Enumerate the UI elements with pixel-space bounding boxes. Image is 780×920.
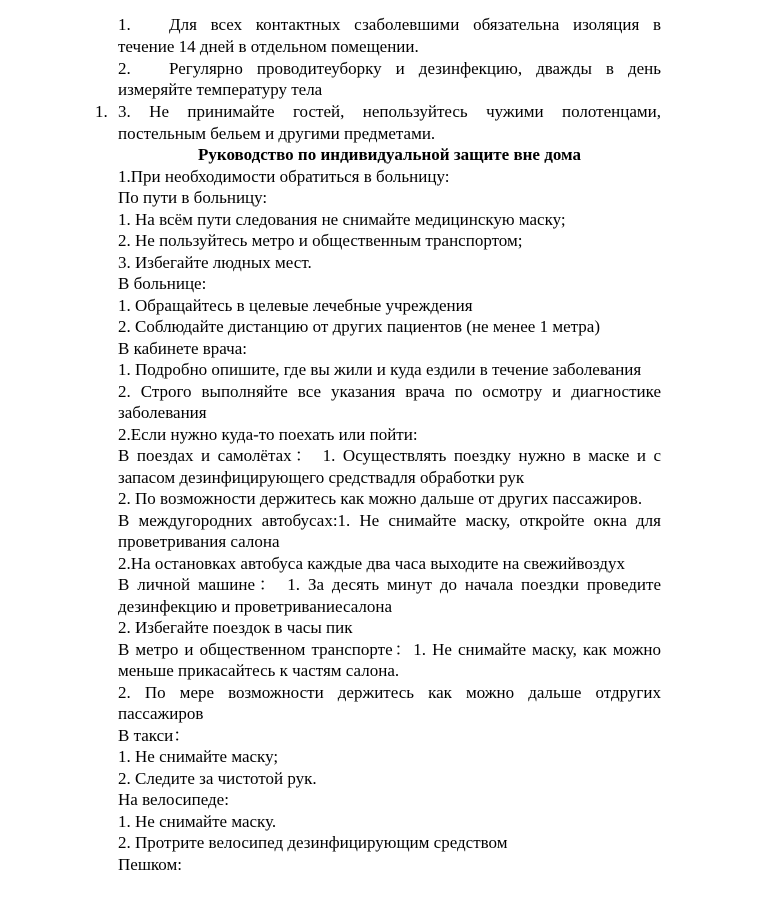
text-line: 2.На остановках автобуса каждые два часа выходите на свежийвоздух bbox=[118, 553, 625, 573]
text-line: В поездах и самолётах： 1. Осуществлять поездку нужно в маске и с запасом дезинфицирующего средствадля обработки рук bbox=[118, 446, 661, 487]
text-line: 2. По мере возможности держитесь как можно дальше отдругих пассажиров bbox=[118, 682, 661, 723]
section-heading: Руководство по индивидуальной защите вне дома bbox=[198, 145, 581, 164]
list-text: Для всех контактных сзаболевшими обязательна изоляция в течение 14 дней в отдельном помещении. bbox=[118, 15, 661, 56]
text-line: Пешком: bbox=[118, 854, 182, 874]
text-line: 2. Соблюдайте дистанцию от других пациентов (не менее 1 метра) bbox=[118, 317, 600, 336]
text-line: 1. На всём пути следования не снимайте медицинскую маску; bbox=[118, 209, 566, 229]
text-line: По пути в больницу: bbox=[118, 188, 268, 207]
list-item bbox=[118, 14, 661, 57]
text-line: В такси： bbox=[118, 725, 191, 745]
text-line: В метро и общественном транспорте：1. Не снимайте маску, как можно меньше прикасайтесь к частям салона. bbox=[118, 639, 661, 680]
list-number: 2. bbox=[118, 58, 131, 78]
text-line: 1.При необходимости обратиться в больницу: bbox=[118, 166, 450, 186]
text-line: В больнице: bbox=[118, 274, 207, 293]
text-line: 1. Подробно опишите, где вы жили и куда ездили в течение заболевания bbox=[118, 360, 642, 379]
list-text: 3. Не принимайте гостей, непользуйтесь чужими полотенцами, постельным бельем и другими предметами. bbox=[118, 102, 661, 143]
text-line: 2. Строго выполняйте все указания врача по осмотру и диагностике заболевания bbox=[118, 381, 661, 422]
list-number: 1. bbox=[95, 102, 108, 121]
text-line: 2. Избегайте поездок в часы пик bbox=[118, 618, 353, 637]
list-item bbox=[95, 101, 661, 144]
list-number: 1. bbox=[118, 15, 131, 34]
text-line: 2.Если нужно куда-то поехать или пойти: bbox=[118, 424, 418, 444]
text-line: На велосипеде: bbox=[118, 790, 229, 809]
text-line: В междугородних автобусах:1. Не снимайте маску, откройте окна для проветривания салона bbox=[118, 510, 661, 551]
text-line: 2. По возможности держитесь как можно дальше от других пассажиров. bbox=[118, 489, 643, 508]
text-line: 3. Избегайте людных мест. bbox=[118, 252, 312, 272]
text-line: В кабинете врача: bbox=[118, 338, 247, 358]
list-item bbox=[118, 58, 661, 101]
document-page bbox=[95, 14, 661, 875]
text-line: 2. Следите за чистотой рук. bbox=[118, 768, 317, 788]
text-line: 2. Протрите велосипед дезинфицирующим средством bbox=[118, 833, 508, 852]
text-line: В личной машине： 1. За десять минут до начала поездки проведите дезинфекцию и проветриваниесалона bbox=[118, 575, 661, 616]
text-line: 1. Обращайтесь в целевые лечебные учреждения bbox=[118, 295, 473, 315]
list-text: Регулярно проводитеуборку и дезинфекцию, дважды в день измеряйте температуру тела bbox=[118, 58, 661, 99]
text-line: 1. Не снимайте маску; bbox=[118, 747, 279, 766]
text-line: 1. Не снимайте маску. bbox=[118, 811, 277, 831]
text-line: 2. Не пользуйтесь метро и общественным транспортом; bbox=[118, 231, 523, 250]
